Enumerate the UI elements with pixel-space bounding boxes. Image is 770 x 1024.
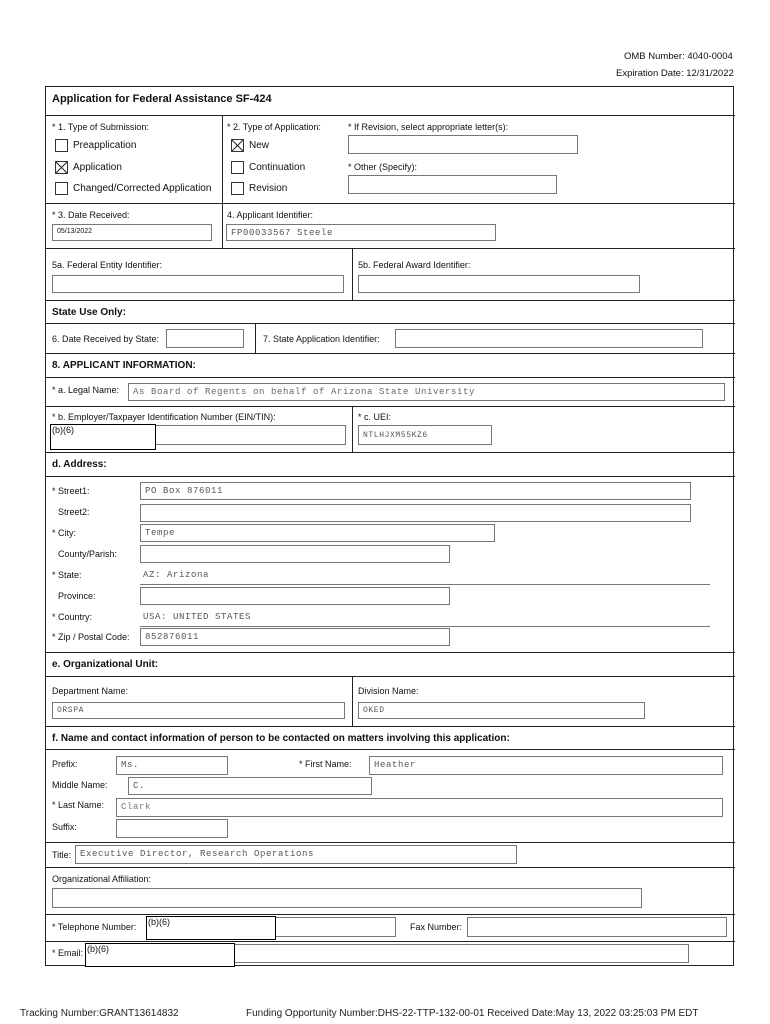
checkmark-x-icon bbox=[232, 140, 243, 151]
email-label: * Email: bbox=[52, 948, 84, 958]
federal-entity-label: 5a. Federal Entity Identifier: bbox=[52, 260, 163, 270]
revision-label: Revision bbox=[249, 183, 288, 194]
revision-checkbox[interactable] bbox=[231, 182, 244, 195]
zip-label: * Zip / Postal Code: bbox=[52, 632, 130, 642]
revision-letters-field[interactable] bbox=[348, 135, 578, 154]
divider bbox=[45, 726, 735, 727]
province-label: Province: bbox=[58, 591, 96, 601]
divider bbox=[45, 749, 735, 750]
first-name-field[interactable]: Heather bbox=[369, 756, 723, 775]
middle-name-field[interactable]: C. bbox=[128, 777, 372, 795]
divider bbox=[45, 300, 735, 301]
org-unit-heading: e. Organizational Unit: bbox=[52, 659, 159, 670]
city-field[interactable]: Tempe bbox=[140, 524, 495, 542]
zip-field[interactable]: 852876011 bbox=[140, 628, 450, 646]
divider bbox=[45, 676, 735, 677]
first-name-label: * First Name: bbox=[299, 759, 352, 769]
state-app-id-label: 7. State Application Identifier: bbox=[263, 334, 380, 344]
applicant-info-heading: 8. APPLICANT INFORMATION: bbox=[52, 360, 196, 371]
continuation-checkbox[interactable] bbox=[231, 161, 244, 174]
fax-field[interactable] bbox=[467, 917, 727, 937]
department-field[interactable]: ORSPA bbox=[52, 702, 345, 719]
federal-award-label: 5b. Federal Award Identifier: bbox=[358, 260, 471, 270]
divider bbox=[45, 842, 735, 843]
county-label: County/Parish: bbox=[58, 549, 118, 559]
divider bbox=[140, 584, 710, 585]
applicant-identifier-field[interactable]: FP00033567 Steele bbox=[226, 224, 496, 241]
continuation-label: Continuation bbox=[249, 162, 306, 173]
preapplication-checkbox[interactable] bbox=[55, 139, 68, 152]
fax-label: Fax Number: bbox=[410, 922, 463, 932]
federal-entity-field[interactable] bbox=[52, 275, 344, 293]
ein-label: * b. Employer/Taxpayer Identification Number (EIN/TIN): bbox=[52, 412, 276, 422]
middle-name-label: Middle Name: bbox=[52, 780, 108, 790]
legal-name-label: * a. Legal Name: bbox=[52, 385, 120, 395]
date-received-state-field[interactable] bbox=[166, 329, 244, 348]
title-field[interactable]: Executive Director, Research Operations bbox=[75, 845, 517, 864]
ein-redaction: (b)(6) bbox=[50, 424, 156, 450]
divider bbox=[45, 323, 735, 324]
divider bbox=[45, 203, 735, 204]
street2-label: Street2: bbox=[58, 507, 90, 517]
date-received-state-label: 6. Date Received by State: bbox=[52, 334, 160, 344]
divider bbox=[45, 353, 735, 354]
county-field[interactable] bbox=[140, 545, 450, 563]
divider bbox=[45, 941, 735, 942]
divider bbox=[140, 626, 710, 627]
divider bbox=[45, 652, 735, 653]
revision-letters-label: * If Revision, select appropriate letter(s): bbox=[348, 122, 509, 132]
divider bbox=[45, 377, 735, 378]
division-label: Division Name: bbox=[358, 686, 419, 696]
province-field[interactable] bbox=[140, 587, 450, 605]
uei-field[interactable]: NTLHJXM55KZ6 bbox=[358, 425, 492, 445]
new-checkbox[interactable] bbox=[231, 139, 244, 152]
uei-label: * c. UEI: bbox=[358, 412, 392, 422]
last-name-field[interactable]: Clark bbox=[116, 798, 723, 817]
divider bbox=[352, 406, 353, 452]
omb-number: OMB Number: 4040-0004 bbox=[624, 51, 733, 62]
city-label: * City: bbox=[52, 528, 77, 538]
checkmark-x-icon bbox=[56, 162, 67, 173]
state-select[interactable]: AZ: Arizona bbox=[143, 570, 210, 580]
funding-opportunity: Funding Opportunity Number:DHS-22-TTP-132-00-01 Received Date:May 13, 2022 03:25:03 PM EDT bbox=[246, 1008, 699, 1019]
org-affiliation-field[interactable] bbox=[52, 888, 642, 908]
divider bbox=[255, 323, 256, 353]
other-specify-field[interactable] bbox=[348, 175, 557, 194]
divider bbox=[45, 867, 735, 868]
suffix-label: Suffix: bbox=[52, 822, 77, 832]
street1-label: * Street1: bbox=[52, 486, 90, 496]
divider bbox=[45, 476, 735, 477]
title-label: Title: bbox=[52, 850, 72, 860]
date-received-label: * 3. Date Received: bbox=[52, 210, 130, 220]
divider bbox=[222, 203, 223, 248]
division-field[interactable]: OKED bbox=[358, 702, 645, 719]
address-heading: d. Address: bbox=[52, 459, 107, 470]
divider bbox=[45, 248, 735, 249]
country-label: * Country: bbox=[52, 612, 93, 622]
department-label: Department Name: bbox=[52, 686, 129, 696]
changed-corrected-label: Changed/Corrected Application bbox=[73, 183, 212, 194]
type-of-submission-label: * 1. Type of Submission: bbox=[52, 122, 149, 132]
date-received-field[interactable]: 05/13/2022 bbox=[52, 224, 212, 241]
tracking-number: Tracking Number:GRANT13614832 bbox=[20, 1008, 179, 1019]
changed-corrected-checkbox[interactable] bbox=[55, 182, 68, 195]
suffix-field[interactable] bbox=[116, 819, 228, 838]
country-select[interactable]: USA: UNITED STATES bbox=[143, 612, 252, 622]
application-label: Application bbox=[73, 162, 122, 173]
legal-name-field[interactable]: As Board of Regents on behalf of Arizona State University bbox=[128, 383, 725, 401]
prefix-label: Prefix: bbox=[52, 759, 78, 769]
telephone-redaction: (b)(6) bbox=[146, 916, 276, 940]
email-redaction: (b)(6) bbox=[85, 943, 235, 967]
type-of-application-label: * 2. Type of Application: bbox=[227, 122, 321, 132]
expiration-date: Expiration Date: 12/31/2022 bbox=[616, 68, 734, 79]
last-name-label: * Last Name: bbox=[52, 800, 105, 810]
state-use-only-heading: State Use Only: bbox=[52, 307, 126, 318]
divider bbox=[352, 248, 353, 300]
divider bbox=[45, 406, 735, 407]
divider bbox=[352, 676, 353, 726]
divider bbox=[222, 115, 223, 203]
state-app-id-field[interactable] bbox=[395, 329, 703, 348]
divider bbox=[45, 914, 735, 915]
org-affiliation-label: Organizational Affiliation: bbox=[52, 874, 151, 884]
other-specify-label: * Other (Specify): bbox=[348, 162, 418, 172]
form-title: Application for Federal Assistance SF-424 bbox=[52, 93, 272, 105]
federal-award-field[interactable] bbox=[358, 275, 640, 293]
street2-field[interactable] bbox=[140, 504, 691, 522]
preapplication-label: Preapplication bbox=[73, 140, 137, 151]
divider bbox=[45, 115, 735, 116]
prefix-field[interactable]: Ms. bbox=[116, 756, 228, 775]
application-checkbox[interactable] bbox=[55, 161, 68, 174]
street1-field[interactable]: PO Box 876011 bbox=[140, 482, 691, 500]
new-label: New bbox=[249, 140, 270, 151]
state-label: * State: bbox=[52, 570, 82, 580]
applicant-identifier-label: 4. Applicant Identifier: bbox=[227, 210, 314, 220]
contact-heading: f. Name and contact information of person to be contacted on matters involving this application: bbox=[52, 733, 510, 744]
telephone-label: * Telephone Number: bbox=[52, 922, 137, 932]
divider bbox=[45, 452, 735, 453]
